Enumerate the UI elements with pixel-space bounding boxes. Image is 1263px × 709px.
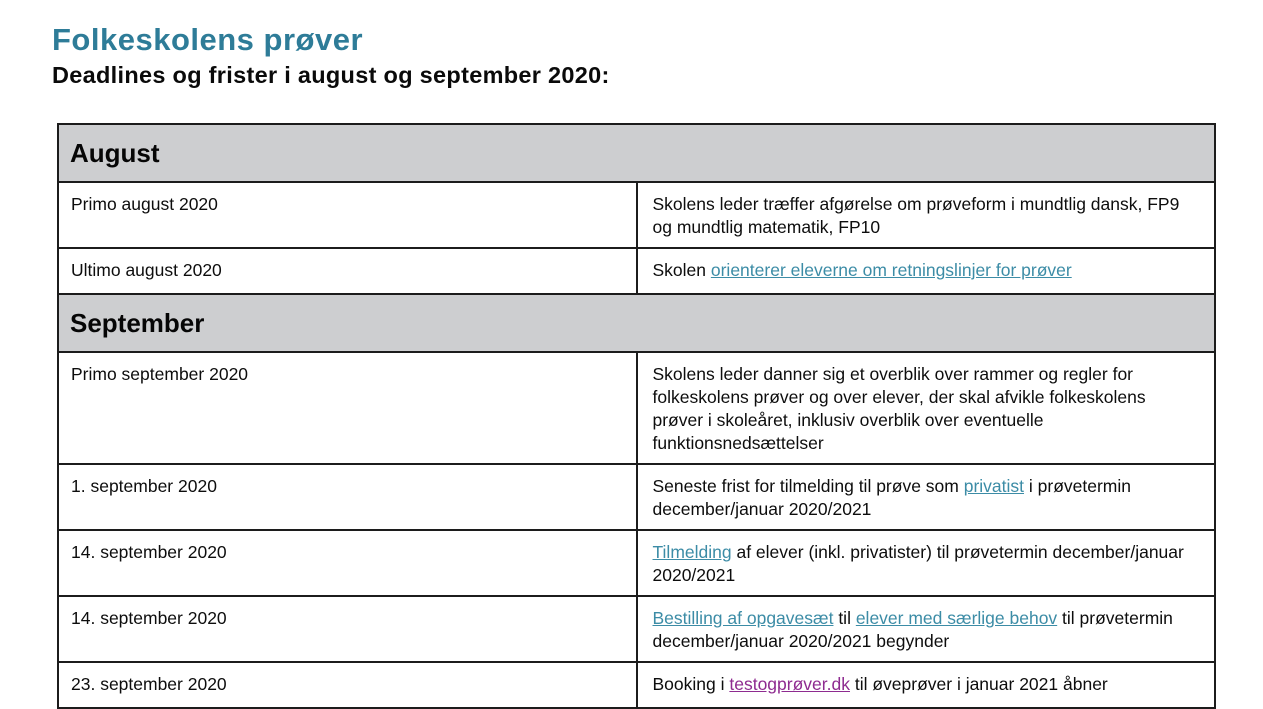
description-cell [637, 352, 1216, 464]
section-row [58, 294, 1215, 352]
description-text: i prøvetermin december/januar 2020/2021 [652, 476, 1131, 519]
description-cell [637, 530, 1216, 596]
description-cell [637, 464, 1216, 530]
hyperlink[interactable]: Tilmelding [652, 542, 732, 562]
table-row [58, 596, 1215, 662]
table-row [58, 662, 1215, 708]
description-text: Booking i [652, 674, 730, 694]
date-cell: Ultimo august 2020 [58, 248, 637, 294]
description-text: til øveprøver i januar 2021 åbner [849, 674, 1108, 694]
description-text: Skolens leder træffer afgørelse om prøveform i mundtlig dansk, FP9 og mundtlig matematik, FP10 [652, 194, 1180, 237]
hyperlink[interactable]: privatist [963, 476, 1025, 496]
date-cell: 14. september 2020 [58, 596, 637, 662]
table-row [58, 352, 1215, 464]
description-cell [637, 662, 1216, 708]
description-text: Skolen [652, 260, 711, 280]
description-cell [637, 596, 1216, 662]
description-text: af elever (inkl. privatister) til prøvetermin december/januar 2020/2021 [652, 542, 1184, 585]
date-cell: Primo august 2020 [58, 182, 637, 248]
hyperlink[interactable]: elever med særlige behov [855, 608, 1058, 628]
hyperlink[interactable]: Bestilling af opgavesæt [652, 608, 834, 628]
page-subtitle: Deadlines og frister i august og september 2020: [52, 62, 610, 88]
table-row [58, 182, 1215, 248]
date-cell: 14. september 2020 [58, 530, 637, 596]
date-cell: Primo september 2020 [58, 352, 637, 464]
section-row [58, 124, 1215, 182]
section-header-september: September [58, 294, 1215, 352]
date-cell: 1. september 2020 [58, 464, 637, 530]
hyperlink[interactable]: orienterer eleverne om retningslinjer for prøver [710, 260, 1072, 280]
description-cell [637, 182, 1216, 248]
description-text: Seneste frist for tilmelding til prøve som [652, 476, 964, 496]
description-text: til [833, 608, 856, 628]
table-row [58, 530, 1215, 596]
page-title: Folkeskolens prøver [52, 22, 364, 57]
deadlines-table [57, 123, 1216, 709]
hyperlink[interactable]: testogprøver.dk [729, 674, 850, 694]
description-text: til prøvetermin december/januar 2020/2021 begynder [652, 608, 1173, 651]
table-row [58, 248, 1215, 294]
date-cell: 23. september 2020 [58, 662, 637, 708]
table-row [58, 464, 1215, 530]
section-header-august: August [58, 124, 1215, 182]
description-text: Skolens leder danner sig et overblik over rammer og regler for folkeskolens prøver og over elever, der skal afvikle folkeskolens prøver i skoleåret, inklusiv overblik over eventuelle funktionsnedsættelser [652, 364, 1146, 453]
deadlines-table-body [58, 124, 1215, 708]
description-cell [637, 248, 1216, 294]
